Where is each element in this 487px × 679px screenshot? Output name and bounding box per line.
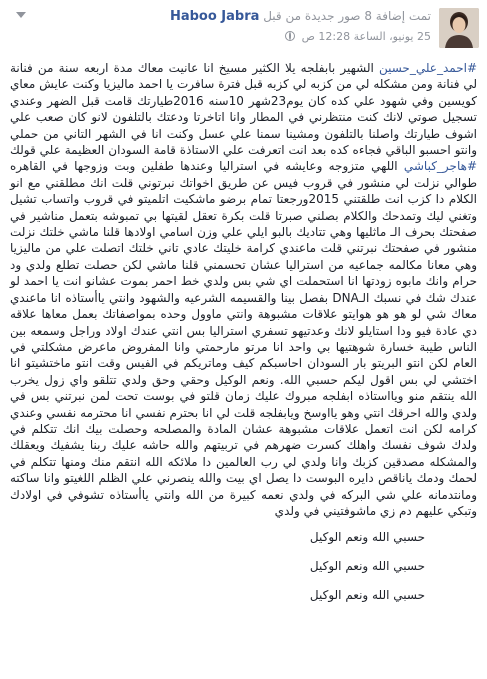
closing-line: حسبي الله ونعم الوكيل: [309, 588, 425, 603]
post-action: تمت إضافة 8 صور جديدة من قبل: [263, 9, 431, 23]
closing-lines: [10, 529, 477, 603]
author-line: [8, 8, 431, 25]
closing-line: حسبي الله ونعم الوكيل: [309, 530, 425, 545]
header-text: [8, 8, 431, 45]
avatar-photo: [439, 8, 479, 48]
closing-line: حسبي الله ونعم الوكيل: [309, 559, 425, 574]
post-text-part: الشهير بابفلجه يلا الكثير مسيخ انا عانيت معاك مدة اربعه سنة من فنانة لي فنانة ومن مشكله لي من كزبه لي كزبه قبل فترة سافرت يا احمد ماليزيا وكنت عايش معاي كويسين وفي شهود علي كده كان يوم23شهر 10سنه 2016طيارتك قامت قبل الضهر وعندي تسجيل صوتي لانك كنت منتظرني في المطار وانا اتاخرتا ودعتك بالتلفون لانو كان صعب علي اشوف طيارتك واصلنا بالتلفون ومشينا سمنا علي عسل وكنت انا في الشهر التاني من حملي وانتو احسبو الباقي فجاءه كده بعد انت اتعرفت علي الاستاذة قامة السودان العظيمة علي قولك: [10, 61, 477, 158]
post-text: [10, 60, 477, 519]
post-body: [10, 60, 477, 616]
hashtag-link[interactable]: #هاجر_كباشي: [403, 159, 477, 174]
post-date[interactable]: 25 يونيو، الساعة 12:28 ص: [301, 30, 431, 43]
post-meta: [8, 29, 431, 45]
caret-down-icon[interactable]: [16, 12, 26, 18]
globe-icon[interactable]: [285, 31, 295, 41]
hashtag-link[interactable]: #احمد_علي_حسين: [378, 61, 477, 75]
avatar[interactable]: [439, 8, 479, 48]
author-name[interactable]: Haboo Jabra: [169, 9, 260, 24]
post-text-part: اللهي متزوجه وعايشه في استراليا وعندها طفلين وبت وزوجها في القاهره طوالي نزلت لي منشور في قروب فيس عن طريق اخواتك نبرتوني قلت انك مطلقني مع انو الكلام دا كزب انت طلقتني 2015ورجعتا تمام برضو ماشكيت اتلميتو في قروب واتساب تشيل وتغني ليك وتمدحك والكلام بصلني صبرتا قلت بكرة تعقل لقيتها بي تمبوشه بتعمل مناشير في صفحتك بحرف الـ ماثليها وهي تتاديك بالبو ايلي علي وزن اسامي اولادها قلنا ماشي خلتك نزلت منشور في صفحتك نبرتني قلت ماعندي كرامة خليتك عادي تاني خلتك اتصلت علي من ماليزيا وهي معانا مكالمه جماعيه من استراليا عشان تحسمني قلنا ماشي لكن حصلت تطلع ولدي ود حرام وانك مابوه زودتها انا استحملت اي شي بس ولدي خط احمر بموت عشانو انت يا احمد لو عندك شك في نسبك الـDNA بفصل بينا والقسيمه الشرعيه والشهود وانتي ياأستاذه انا ماعندي معاك شي لو هو هو هوايتو علاقات مشبوهة وانتي ماوول وحده بمواصفاتك بعمل معاها علاقه دي عادة فيو ودا استايلو لانك وعدتيهو تسفري استراليا بس انتي عندك اولاد وراجل وسمعه بين الناس طيبة خسارة شوهتيها بي واحد انا مرتو مارحمتي وانا المفروض ماعرض مشكلتي في العام لكن انتو البريتو بار السودان احاسبكم كيف وماتريكم في الفيس وقت انتو ماختشيتو انا اختشي لي بس اقول ليكم حسبي الله. ونعم الوكيل وحقي وحق ولدي تتلقو واي زول يخرب الله ينتقم منو ويااستاذه ابفلجه مبروك عليك زمان قلتو في بوست تحت لمن نبرتني بس في ولدي والله احرقك انتي وهو يااوسخ ويابفلجه قلت لي انا بحترم نفسي انا محترمه نفسي وعندي كرامه لكن انت اتعمل علاقات مشبوهة عشان المادة والمصلحه وحصلت بيك انك تتكلم في ولدك شوف نفسك واهلك كسرت ضهرهم في تربيتهم والله حاشه عليك ربنا يشفيك ويعقلك والمشكله مصدقين كزبك وانا ولدي لي رب العالمين دا ملائكه الله انتقم منك ومنها تتكلم في لحمك ودمك ياناقص دايره البوست دا يصل اي بيت والله ينصرني علي الظلم اللغيتو وانا ساكته ومانتدمانه علي شي البركه في ولدي نعمه كبيرة من الله وانتي ياأستاذه تشوفي في اولادك وتبكي عليهم دم زي ماشوفتيني في ولدي: [10, 159, 477, 518]
post-header: [8, 6, 479, 54]
